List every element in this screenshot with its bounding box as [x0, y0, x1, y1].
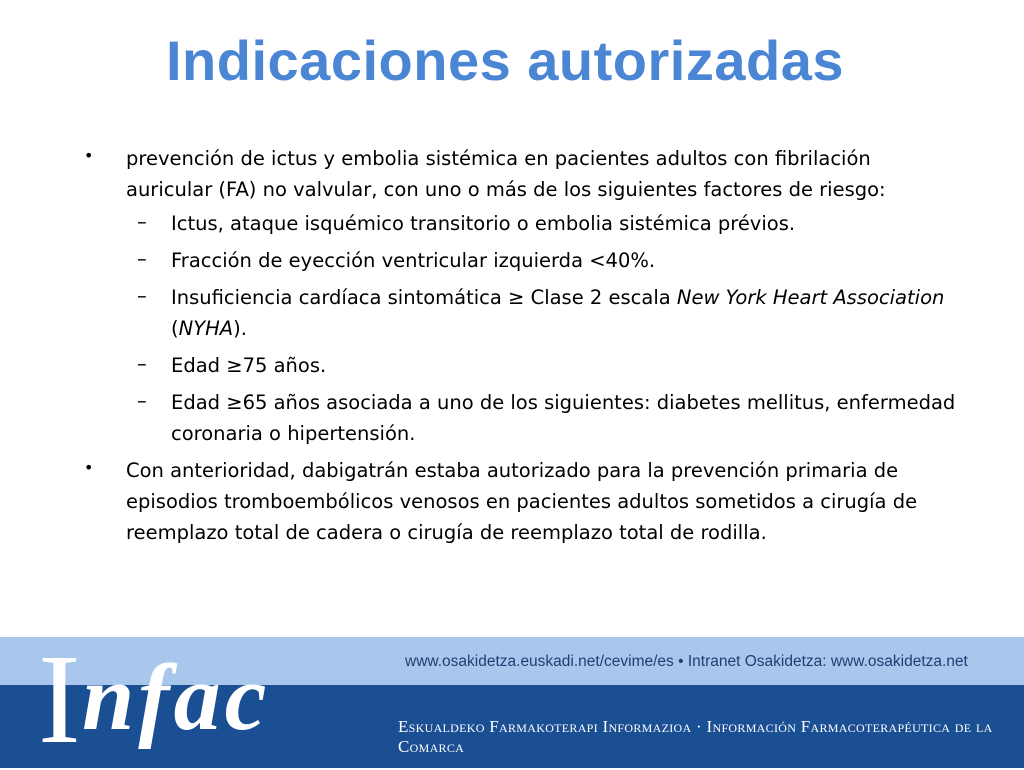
sub-item-text: Edad ≥75 años.: [171, 354, 327, 377]
sub-item: [80, 387, 960, 449]
sub-item: [80, 245, 960, 276]
dash-marker-icon: –: [137, 284, 147, 307]
sub-item-italic: New York Heart Association: [676, 286, 945, 309]
bullet-marker-icon: •: [84, 146, 94, 165]
bullet-item: [80, 455, 960, 548]
slide-title: Indicaciones autorizadas: [166, 29, 844, 92]
footer-banner: [0, 628, 1024, 770]
footer-subtitle: Eskualdeko Farmakoterapi Informazioa · Información Farmacoterapéutica de la Comarca: [398, 717, 993, 756]
dash-marker-icon: –: [137, 352, 147, 375]
footer-links: www.osakidetza.euskadi.net/cevime/es • Intranet Osakidetza: www.osakidetza.net: [405, 653, 968, 670]
logo-rest: nfac: [82, 646, 271, 750]
sub-item: [80, 208, 960, 239]
logo-initial: I: [38, 628, 81, 770]
bullet-text: Con anterioridad, dabigatrán estaba autorizado para la prevención primaria de episodios tromboembólicos venosos en pacientes adultos sometidos a cirugía de reemplazo total de cadera o cirugía de reemplazo total de rodilla.: [126, 459, 918, 544]
dash-marker-icon: –: [137, 247, 147, 270]
sub-item-italic: NYHA: [178, 317, 234, 340]
sub-item-text: (: [171, 317, 179, 340]
infac-logo: [38, 628, 338, 770]
bullet-marker-icon: •: [84, 458, 94, 477]
slide-content: [80, 143, 960, 551]
sub-item-text: Edad ≥65 años asociada a uno de los siguientes: diabetes mellitus, enfermedad coronaria o hipertensión.: [171, 391, 956, 445]
bullet-text: prevención de ictus y embolia sistémica en pacientes adultos con fibrilación auricular (FA) no valvular, con uno o más de los siguientes factores de riesgo:: [126, 147, 886, 201]
sub-list: [80, 208, 960, 449]
sub-item: [80, 350, 960, 381]
sub-item: [80, 282, 960, 344]
dash-marker-icon: –: [137, 389, 147, 412]
sub-item-text: Ictus, ataque isquémico transitorio o embolia sistémica prévios.: [171, 212, 796, 235]
sub-item-text: Insuficiencia cardíaca sintomática ≥ Clase 2 escala: [171, 286, 677, 309]
sub-item-text: Fracción de eyección ventricular izquierda <40%.: [171, 249, 656, 272]
dash-marker-icon: –: [137, 210, 147, 233]
sub-item-text: ).: [233, 317, 247, 340]
bullet-item: [80, 143, 960, 205]
